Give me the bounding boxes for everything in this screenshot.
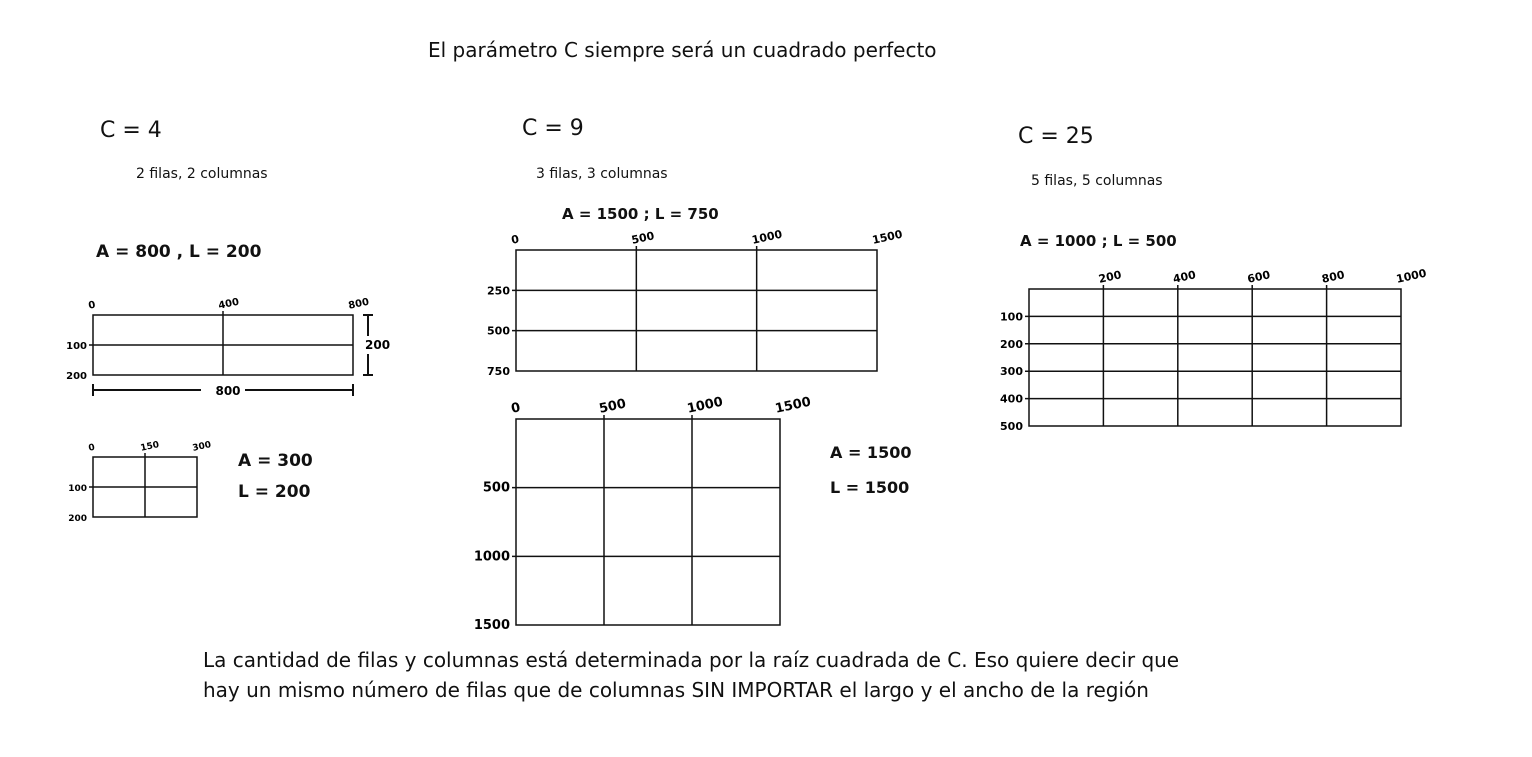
- x-tick-label: 500: [630, 229, 656, 247]
- dims-a-c9-square: A = 1500: [830, 443, 912, 462]
- x-tick-label: 0: [510, 232, 521, 247]
- y-tick-label: 200: [66, 371, 87, 382]
- heading-c4: C = 4: [100, 118, 162, 143]
- y-tick-label: 750: [487, 365, 510, 378]
- subtitle-c9: 3 filas, 3 columnas: [536, 166, 668, 182]
- x-tick-label: 800: [1320, 268, 1346, 286]
- y-tick-label: 500: [482, 480, 510, 496]
- x-tick-label: 1000: [1395, 266, 1428, 286]
- x-tick-label: 0: [509, 400, 522, 417]
- x-tick-label: 0: [87, 299, 97, 312]
- x-tick-label: 200: [1097, 268, 1123, 286]
- explanation-line-1: La cantidad de filas y columnas está determinada por la raíz cuadrada de C. Eso quiere decir que: [203, 648, 1180, 672]
- x-tick-label: 1000: [685, 394, 725, 417]
- grid-outline: [1029, 289, 1401, 426]
- dims-l-c9-square: L = 1500: [830, 478, 910, 497]
- heading-c25: C = 25: [1018, 124, 1094, 149]
- x-tick-label: 300: [191, 440, 213, 454]
- dims-a-c4-small: A = 300: [238, 451, 313, 471]
- x-tick-label: 1500: [773, 394, 813, 417]
- y-tick-label: 500: [487, 324, 510, 338]
- dims-c9: A = 1500 ; L = 750: [562, 205, 719, 223]
- y-tick-label: 100: [66, 341, 87, 352]
- subtitle-c25: 5 filas, 5 columnas: [1031, 173, 1163, 189]
- dims-c4: A = 800 , L = 200: [96, 242, 262, 262]
- x-tick-label: 500: [597, 396, 628, 417]
- heading-c9: C = 9: [522, 116, 584, 141]
- x-tick-label: 400: [1171, 268, 1197, 286]
- y-tick-label: 1500: [473, 618, 510, 633]
- height-dimension-label: 200: [365, 338, 391, 352]
- y-tick-label: 200: [1000, 337, 1023, 351]
- explanation-line-2: hay un mismo número de filas que de columnas SIN IMPORTAR el largo y el ancho de la región: [203, 678, 1149, 702]
- x-tick-label: 600: [1246, 268, 1272, 286]
- dims-c25: A = 1000 ; L = 500: [1020, 232, 1177, 250]
- x-tick-label: 800: [347, 296, 371, 312]
- subtitle-c4: 2 filas, 2 columnas: [136, 166, 268, 182]
- dims-l-c4-small: L = 200: [238, 482, 311, 502]
- y-tick-label: 400: [1000, 392, 1023, 406]
- y-tick-label: 500: [1000, 420, 1023, 433]
- x-tick-label: 1000: [750, 227, 784, 247]
- page-title: El parámetro C siempre será un cuadrado perfecto: [428, 38, 937, 62]
- y-tick-label: 100: [1000, 310, 1023, 324]
- grid-outline: [516, 419, 780, 625]
- x-tick-label: 0: [87, 442, 96, 454]
- grid-outline: [516, 250, 877, 371]
- y-tick-label: 250: [487, 284, 510, 298]
- y-tick-label: 200: [68, 514, 87, 524]
- x-tick-label: 1500: [871, 227, 904, 247]
- y-tick-label: 300: [1000, 365, 1023, 379]
- x-tick-label: 400: [217, 296, 241, 312]
- y-tick-label: 100: [68, 484, 87, 494]
- y-tick-label: 1000: [473, 549, 510, 565]
- width-dimension-label: 800: [215, 384, 241, 398]
- x-tick-label: 150: [139, 440, 161, 454]
